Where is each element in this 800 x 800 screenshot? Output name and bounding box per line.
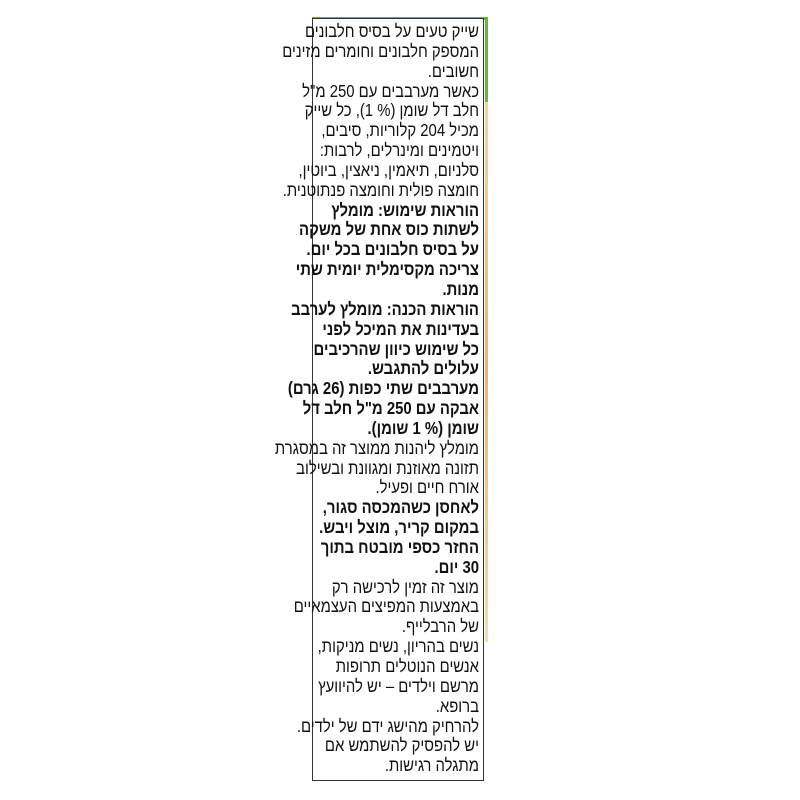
label-line: של הרבלייף. [401, 616, 479, 637]
label-line: מומלץ ליהנות ממוצר זה במסגרת [274, 437, 479, 458]
label-line: מתגלה רגישות. [384, 755, 479, 776]
label-line: מערבבים שתי כפות (26 גרם) [287, 378, 479, 399]
label-line: מנות. [442, 278, 479, 299]
label-line: סלניום, תיאמין, ניאצין, ביוטין, [298, 159, 479, 180]
label-paragraph [287, 378, 479, 439]
label-line: ברופא. [435, 695, 479, 716]
label-line: אבקה עם 250 מ"ל חלב דל [302, 398, 479, 419]
label-line: בעדינות את המיכל לפני [322, 318, 479, 339]
label-line: שייק טעים על בסיס חלבונים [304, 21, 479, 41]
label-paragraph [295, 199, 479, 300]
label-line: הוראות הכנה: מומלץ לערבב [291, 298, 479, 319]
label-paragraph [291, 298, 479, 379]
label-line: לשתות כוס אחת של משקה [299, 219, 479, 240]
label-line: מוצר זה זמין לרכישה רק [331, 576, 479, 597]
label-line: 30 יום. [434, 556, 479, 577]
label-paragraph [293, 576, 479, 638]
label-line: אורח חיים ופעיל. [375, 477, 479, 498]
label-line: שומן (% 1 שומן). [367, 417, 479, 438]
label-line: חשובים. [427, 60, 479, 81]
label-line: על בסיס חלבונים בכל יום. [306, 239, 479, 260]
label-paragraph [274, 437, 479, 499]
label-line: החזר כספי מובטח בתוך [320, 536, 479, 557]
label-line: נשים בהריון, נשים מניקות, [317, 636, 479, 657]
label-line: עלולים להתגבש. [367, 358, 479, 379]
label-line: הוראות שימוש: מומלץ [331, 199, 479, 220]
label-line: מכיל 204 קלוריות, סיבים, [321, 120, 479, 141]
label-line: להרחיק מהישג ידם של ילדים. [296, 715, 479, 736]
label-paragraph [282, 21, 479, 201]
label-paragraph [296, 715, 479, 777]
label-line: יש להפסיק להשתמש אם [324, 735, 479, 756]
label-line: לאחסן כשהמכסה סגור, [322, 497, 479, 518]
orange-side-bar [485, 102, 488, 642]
label-paragraph [312, 637, 479, 716]
label-line: צריכה מקסימלית יומית שתי [295, 259, 479, 280]
label-line: אנשים הנוטלים תרופות [335, 656, 479, 676]
label-text [274, 21, 479, 776]
label-line: באמצעות המפיצים העצמאיים [293, 596, 479, 617]
label-line: במקום קריר, מוצל ויבש. [319, 517, 479, 538]
label-line: ויטמינים ומינרלים, לרבות: [319, 140, 479, 161]
label-line: תזונה מאוזנת ומגוונת ובשילוב [296, 457, 479, 478]
label-paragraph [312, 498, 479, 577]
label-line: חלב דל שומן (% 1), כל שייק [304, 100, 479, 121]
product-label-panel [274, 18, 484, 781]
label-line: המספק חלבונים וחומרים מזינים [282, 40, 479, 61]
label-line: כאשר מערבבים עם 250 מ"ל [302, 80, 479, 101]
green-side-bar [485, 17, 488, 102]
label-line: חומצה פולית וחומצה פנתוטנית. [282, 179, 479, 200]
label-line: כל שימוש כיוון שהרכיבים [313, 338, 479, 359]
label-line: מרשם וילדים – יש להיוועץ [318, 675, 479, 696]
